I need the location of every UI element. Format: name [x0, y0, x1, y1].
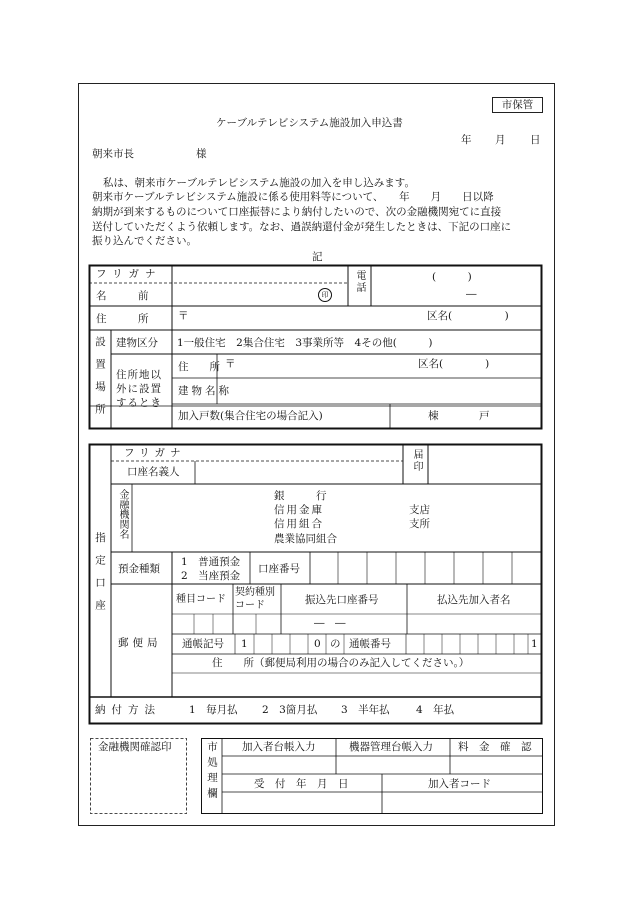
- office-use-label: 市処理欄: [206, 741, 218, 803]
- bank-type-ja: 農業協同組合: [274, 533, 337, 545]
- deposit-type-current: 2 当座預金: [181, 570, 241, 582]
- post-office-label: 郵便局: [118, 637, 162, 649]
- transfer-dashes: ― ―: [314, 617, 346, 629]
- post-address-label: 住 所（郵便局利用の場合のみ記入してください。）: [212, 657, 470, 669]
- payment-option-monthly: 1 毎月払: [189, 704, 238, 716]
- passbook-zero: 0: [314, 638, 321, 650]
- date-year: 年: [461, 134, 472, 146]
- account-furigana-label: フリガナ: [124, 447, 186, 459]
- contract-code-label: 契約種別コード: [235, 587, 275, 611]
- households-label: 加入戸数(集合住宅の場合記入): [178, 410, 323, 422]
- applicant-name-label: 名 前: [96, 290, 149, 302]
- building-type-label: 建物区分: [116, 337, 158, 349]
- subscriber-ledger-label: 加入者台帳入力: [242, 741, 316, 753]
- account-side-label: 指定口座: [94, 532, 106, 622]
- addressee-name: 朝来市長: [92, 148, 134, 160]
- stamp-city-keep: 市保管: [492, 97, 543, 113]
- phone-dash: ―: [466, 288, 477, 300]
- payment-option-yearly: 4 年払: [416, 704, 455, 716]
- building-unit: 棟: [428, 410, 439, 422]
- fee-confirm-label: 料 金 確 認: [458, 741, 532, 753]
- bank-name-label: 金融機関名: [117, 489, 128, 539]
- date-day: 日: [530, 134, 541, 146]
- type-code-label: 種目コード: [176, 594, 226, 605]
- deposit-type-label: 預金種類: [118, 563, 160, 575]
- payment-option-halfyear: 3 半年払: [341, 704, 390, 716]
- branch-type-shiten: 支店: [409, 504, 430, 516]
- applicant-address-label: 住 所: [96, 313, 149, 325]
- equipment-ledger-label: 機器管理台帳入力: [349, 741, 433, 753]
- phone-label: 電話: [354, 270, 365, 294]
- install-address-label: 住 所: [178, 361, 220, 373]
- install-postal-mark: 〒: [225, 358, 236, 370]
- passbook-number-label: 通帳番号: [349, 638, 391, 650]
- other-address-label: 住所地以外に設置するとき: [116, 369, 162, 409]
- body-line-4: 送付していただくよう依頼します。なお、過誤納還付金が発生したときは、下記の口座に: [92, 221, 512, 233]
- body-line-1: 私は、朝来市ケーブルテレビシステム施設の加入を申し込みます。: [103, 177, 415, 189]
- payee-label: 払込先加入者名: [437, 594, 511, 606]
- payment-method-label: 納付方法: [95, 704, 161, 716]
- transfer-account-label: 振込先口座番号: [305, 594, 379, 606]
- seal-mark: 印: [318, 288, 332, 302]
- deposit-type-ordinary: 1 普通預金: [181, 556, 241, 568]
- received-date-label: 受 付 年 月 日: [254, 778, 349, 790]
- form-title: ケーブルテレビシステム施設加入申込書: [216, 117, 403, 129]
- install-ward: 区名( ): [418, 358, 490, 370]
- passbook-no-particle: の: [330, 638, 341, 650]
- body-line-2: 朝来市ケーブルテレビシステム施設に係る使用料等について、 年 月 日以降: [92, 191, 494, 203]
- subscriber-code-label: 加入者コード: [428, 778, 491, 790]
- phone-area-paren: ( ): [432, 271, 472, 283]
- applicant-furigana-label: フリガナ: [96, 268, 162, 280]
- bank-confirm-label: 金融機関確認印: [98, 741, 172, 753]
- door-unit: 戸: [479, 410, 490, 422]
- passbook-sign-label: 通帳記号: [182, 638, 224, 650]
- applicant-postal-mark: 〒: [178, 310, 189, 322]
- passbook-first-digit: 1: [241, 638, 248, 650]
- payment-option-quarterly: 2 3箇月払: [262, 704, 318, 716]
- building-name-label: 建物名称: [178, 385, 232, 397]
- bank-type-shinkin: 信用金庫: [274, 504, 324, 516]
- building-type-options: 1一般住宅 2集合住宅 3事業所等 4その他( ): [177, 337, 433, 349]
- account-holder-label: 口座名義人: [127, 466, 180, 478]
- applicant-ward: 区名( ): [427, 310, 509, 322]
- bank-type-bank: 銀 行: [274, 490, 327, 502]
- bank-type-shinkumi: 信用組合: [274, 518, 324, 530]
- install-side-label: 設置場所: [94, 336, 106, 426]
- body-line-5: 振り込んでください。: [92, 235, 197, 247]
- branch-type-shisho: 支所: [409, 518, 430, 530]
- ki-label: 記: [312, 251, 323, 263]
- passbook-last-digit: 1: [531, 638, 538, 650]
- date-month: 月: [495, 134, 506, 146]
- account-number-label: 口座番号: [258, 563, 300, 575]
- addressee-honorific: 様: [196, 148, 207, 160]
- account-seal-label: 届印: [411, 449, 422, 473]
- body-line-3: 納期が到来するものについて口座振替により納付したいので、次の金融機関宛てに直接: [92, 206, 502, 218]
